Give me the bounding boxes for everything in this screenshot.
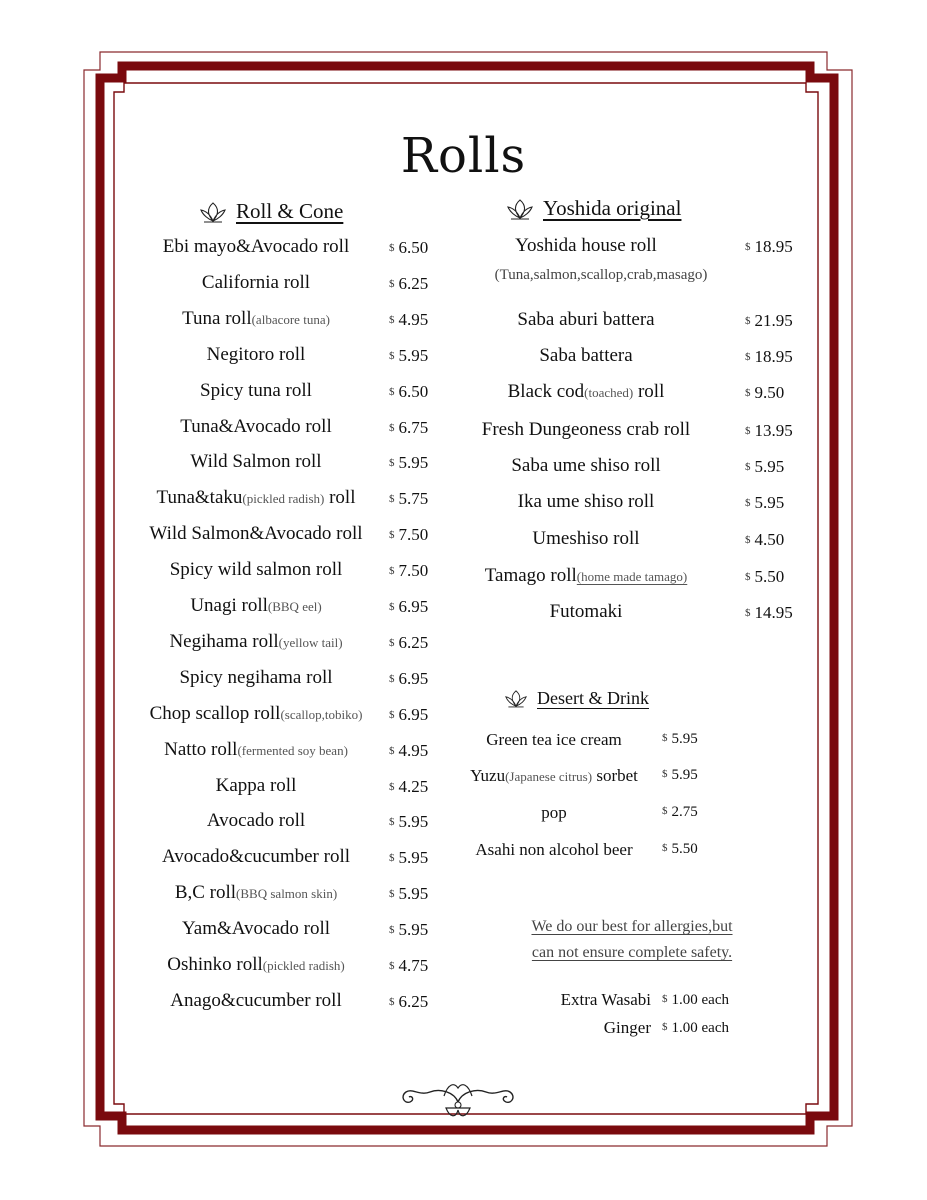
item-price-value: 5.95 [398, 453, 429, 473]
currency-symbol: $ [389, 601, 395, 613]
item-name [162, 846, 350, 868]
currency-symbol: $ [389, 816, 395, 829]
item-price-value: 2.75 [671, 804, 698, 820]
item-name [175, 882, 337, 904]
item-price-value: 6.95 [398, 597, 429, 616]
leaf-ornament-icon [505, 689, 527, 708]
currency-symbol: $ [745, 351, 751, 363]
item-name-text: Negihama roll [169, 630, 279, 652]
item-name-text: Tuna&taku [156, 487, 243, 509]
item-note: (Japanese citrus) [505, 769, 593, 784]
item-price-value: 14.95 [754, 603, 793, 622]
item-name [180, 416, 331, 438]
item-price [662, 767, 698, 784]
item-name [170, 559, 343, 581]
item-price [389, 489, 428, 509]
currency-symbol: $ [745, 571, 751, 583]
item-price-value: 6.25 [398, 273, 429, 293]
item-note: (pickled radish) [262, 958, 345, 973]
item-price [745, 383, 784, 403]
roll-cone-heading-label: Roll & Cone [236, 199, 344, 223]
leaf-ornament-icon [507, 198, 533, 220]
item-price-value: 18.95 [754, 347, 793, 366]
item-price-value: 4.95 [398, 309, 429, 329]
item-name [182, 918, 330, 940]
item-price [389, 346, 428, 366]
item-name [190, 451, 321, 473]
extra-item-price-value: 1.00 each [671, 1020, 729, 1036]
item-name-text: Spicy negihama roll [179, 666, 333, 688]
item-price-value: 4.50 [754, 530, 785, 549]
item-name-text: Yuzu [470, 766, 506, 785]
currency-symbol: $ [389, 672, 395, 685]
item-price-value: 13.95 [754, 421, 793, 440]
item-name-text: Umeshiso roll [532, 528, 640, 549]
item-name-text: Black cod [507, 381, 585, 402]
item-price [389, 238, 428, 258]
item-name-text: Saba aburi battera [517, 309, 655, 330]
currency-symbol: $ [745, 315, 751, 327]
item-price-value: 5.50 [671, 841, 698, 857]
item-name-text: Anago&cucumber roll [170, 989, 342, 1011]
yoshida-heading [507, 196, 681, 221]
item-price-value: 6.75 [398, 417, 429, 437]
item-price-value: 6.25 [398, 632, 429, 652]
item-name [550, 601, 623, 623]
item-name-text: Negitoro roll [206, 343, 306, 365]
currency-symbol: $ [389, 242, 395, 254]
item-name [508, 381, 665, 403]
currency-symbol: $ [389, 313, 395, 326]
currency-symbol: $ [389, 995, 395, 1008]
item-name-suffix: sorbet [592, 766, 638, 785]
currency-symbol: $ [662, 732, 668, 744]
item-name [518, 491, 655, 513]
item-name [150, 703, 363, 725]
item-price [745, 530, 784, 550]
item-price-value: 7.50 [398, 561, 429, 581]
item-price-value: 5.95 [398, 345, 429, 365]
item-price-value: 5.75 [398, 489, 429, 509]
item-name [511, 455, 660, 477]
currency-symbol: $ [745, 425, 751, 437]
item-name-text: Unagi roll [190, 595, 268, 616]
item-name-text: pop [541, 803, 567, 822]
currency-symbol: $ [389, 349, 395, 362]
currency-symbol: $ [389, 744, 395, 757]
currency-symbol: $ [389, 960, 395, 972]
item-price [389, 525, 428, 545]
item-price-value: 5.95 [398, 848, 429, 868]
item-name [202, 272, 310, 294]
currency-symbol: $ [662, 805, 668, 817]
item-name [475, 840, 632, 860]
item-name [190, 595, 321, 617]
item-name-text: Futomaki [549, 601, 623, 622]
item-name-text: B,C roll [174, 882, 237, 904]
item-name-text: Ika ume shiso roll [517, 491, 655, 512]
item-name-text: Asahi non alcohol beer [475, 840, 633, 859]
item-price [745, 311, 793, 331]
item-name-text: Fresh Dungeoness crab roll [481, 419, 691, 440]
item-name [179, 667, 332, 689]
item-name [532, 528, 639, 550]
currency-symbol: $ [389, 888, 395, 901]
item-price [389, 992, 428, 1012]
item-price [745, 347, 793, 367]
item-price [389, 382, 428, 402]
item-name-text: Oshinko roll [167, 954, 263, 975]
currency-symbol: $ [745, 241, 751, 253]
item-price [745, 493, 784, 513]
allergy-note-line-2: can not ensure complete safety. [531, 944, 733, 961]
currency-symbol: $ [745, 497, 751, 509]
item-name [170, 990, 341, 1012]
currency-symbol: $ [745, 461, 751, 473]
item-price [389, 418, 428, 438]
item-price-value: 18.95 [754, 237, 793, 256]
item-name-text: Saba ume shiso roll [511, 455, 661, 476]
item-name-text: Kappa roll [215, 774, 297, 796]
item-price-value: 21.95 [754, 311, 793, 330]
item-note: (scallop,tobiko) [280, 706, 363, 722]
currency-symbol: $ [389, 457, 395, 470]
leaf-ornament-icon [200, 201, 226, 223]
item-name [470, 766, 638, 786]
item-price [389, 561, 428, 581]
item-price [389, 669, 428, 689]
currency-symbol: $ [389, 385, 395, 398]
item-price [389, 920, 428, 940]
item-price-value: 6.95 [398, 668, 429, 688]
extra-item-name: Extra Wasabi [560, 990, 651, 1009]
item-price [389, 884, 428, 904]
dessert-heading-label: Desert & Drink [537, 688, 649, 708]
item-price [662, 731, 698, 748]
item-price-value: 5.95 [754, 493, 785, 512]
currency-symbol: $ [389, 852, 395, 865]
currency-symbol: $ [745, 607, 751, 619]
item-price [745, 567, 784, 587]
extra-item-name: Ginger [603, 1018, 651, 1037]
item-price [389, 310, 428, 330]
currency-symbol: $ [662, 993, 668, 1005]
item-name-text: Ebi mayo&Avocado roll [162, 236, 350, 257]
item-price [389, 705, 428, 725]
item-price [389, 741, 428, 761]
item-price [389, 848, 428, 868]
item-name-text: Wild Salmon roll [190, 451, 322, 473]
item-name-text: Chop scallop roll [149, 702, 281, 724]
currency-symbol: $ [662, 1021, 668, 1033]
item-price [745, 457, 784, 477]
item-name [167, 954, 344, 976]
item-price [389, 274, 428, 294]
item-name [486, 730, 621, 750]
item-name [200, 380, 312, 402]
item-name-text: Saba battera [539, 345, 633, 366]
item-name [216, 775, 297, 797]
item-name-text: Avocado&cucumber roll [162, 846, 350, 868]
item-note: (pickled radish) [242, 491, 325, 507]
item-price [389, 812, 428, 832]
item-price [389, 633, 428, 653]
item-note: (yellow tail) [278, 634, 343, 650]
item-note: (albacore tuna) [251, 311, 330, 327]
item-price-value: 4.95 [398, 740, 429, 760]
item-price [389, 453, 428, 473]
item-name-suffix: roll [324, 487, 356, 509]
currency-symbol: $ [389, 636, 395, 649]
item-price-value: 5.95 [754, 457, 785, 476]
item-name-text: Yam&Avocado roll [181, 918, 331, 940]
item-name [517, 309, 654, 331]
item-name [169, 631, 342, 653]
currency-symbol: $ [389, 565, 395, 578]
item-price-value: 5.95 [671, 767, 698, 783]
item-name [539, 345, 632, 367]
currency-symbol: $ [745, 387, 751, 399]
item-name-text: Green tea ice cream [486, 730, 622, 749]
item-price-value: 6.25 [398, 991, 429, 1011]
item-price-value: 4.25 [398, 776, 429, 796]
scroll-ornament-icon [396, 1078, 520, 1120]
extra-item-price [662, 992, 729, 1009]
item-price [389, 777, 428, 797]
item-name-text: Tuna roll [182, 307, 252, 329]
item-price-value: 5.95 [398, 920, 429, 940]
currency-symbol: $ [389, 708, 395, 721]
item-price [662, 841, 698, 858]
item-price-value: 6.50 [398, 381, 429, 401]
item-name-text: Yoshida house roll [515, 235, 657, 256]
item-price-value: 4.75 [398, 956, 429, 975]
currency-symbol: $ [389, 780, 395, 793]
item-price [745, 237, 793, 257]
item-name [149, 523, 362, 545]
currency-symbol: $ [662, 768, 668, 780]
item-note: (BBQ eel) [267, 599, 322, 614]
item-price-value: 6.50 [398, 238, 429, 257]
item-price-value: 5.95 [398, 884, 429, 904]
item-price [745, 421, 793, 441]
item-price-value: 5.95 [671, 731, 698, 747]
item-name [182, 308, 330, 330]
item-name [163, 236, 349, 258]
item-price [389, 956, 428, 976]
item-name-suffix: roll [633, 381, 665, 402]
dessert-heading [505, 688, 649, 709]
item-price-value: 5.95 [398, 812, 429, 832]
roll-cone-heading [200, 199, 343, 224]
item-name-text: Wild Salmon&Avocado roll [149, 523, 363, 545]
item-name-text: Avocado roll [206, 810, 306, 832]
item-price-value: 6.95 [398, 704, 429, 724]
item-name-text: Spicy wild salmon roll [169, 559, 343, 581]
item-name [207, 810, 305, 832]
currency-symbol: $ [389, 493, 395, 506]
item-price-value: 9.50 [754, 383, 785, 402]
item-note: (BBQ salmon skin) [236, 886, 338, 902]
item-detail: (Tuna,salmon,scallop,crab,masago) [494, 267, 708, 283]
allergy-note-line-1: We do our best for allergies,but [531, 918, 733, 935]
currency-symbol: $ [389, 421, 395, 434]
item-price [662, 804, 698, 821]
currency-symbol: $ [389, 924, 395, 937]
item-name [157, 487, 356, 509]
item-name-text: California roll [201, 271, 311, 293]
item-price [745, 603, 793, 623]
item-note: (toached) [584, 385, 634, 400]
item-price [389, 597, 428, 617]
item-name [541, 803, 567, 823]
extra-item-price [662, 1020, 729, 1037]
item-name-text: Natto roll [164, 738, 238, 760]
currency-symbol: $ [389, 277, 395, 290]
extra-item-price-value: 1.00 each [671, 992, 729, 1008]
item-name [482, 419, 690, 441]
currency-symbol: $ [389, 529, 395, 542]
item-price-value: 7.50 [398, 525, 429, 545]
item-note: (home made tamago) [576, 569, 688, 584]
currency-symbol: $ [745, 534, 751, 546]
item-name-text: Tamago roll [484, 565, 577, 586]
item-name-text: Tuna&Avocado roll [180, 415, 332, 437]
item-name [164, 739, 348, 761]
yoshida-heading-label: Yoshida original [543, 196, 682, 220]
item-name-text: Spicy tuna roll [200, 379, 312, 401]
item-name [515, 235, 657, 257]
item-note: (fermented soy bean) [237, 742, 348, 758]
item-name [207, 344, 306, 366]
page-title: Rolls [400, 128, 527, 184]
currency-symbol: $ [662, 842, 668, 854]
item-price-value: 5.50 [754, 567, 785, 586]
item-name [485, 565, 688, 587]
